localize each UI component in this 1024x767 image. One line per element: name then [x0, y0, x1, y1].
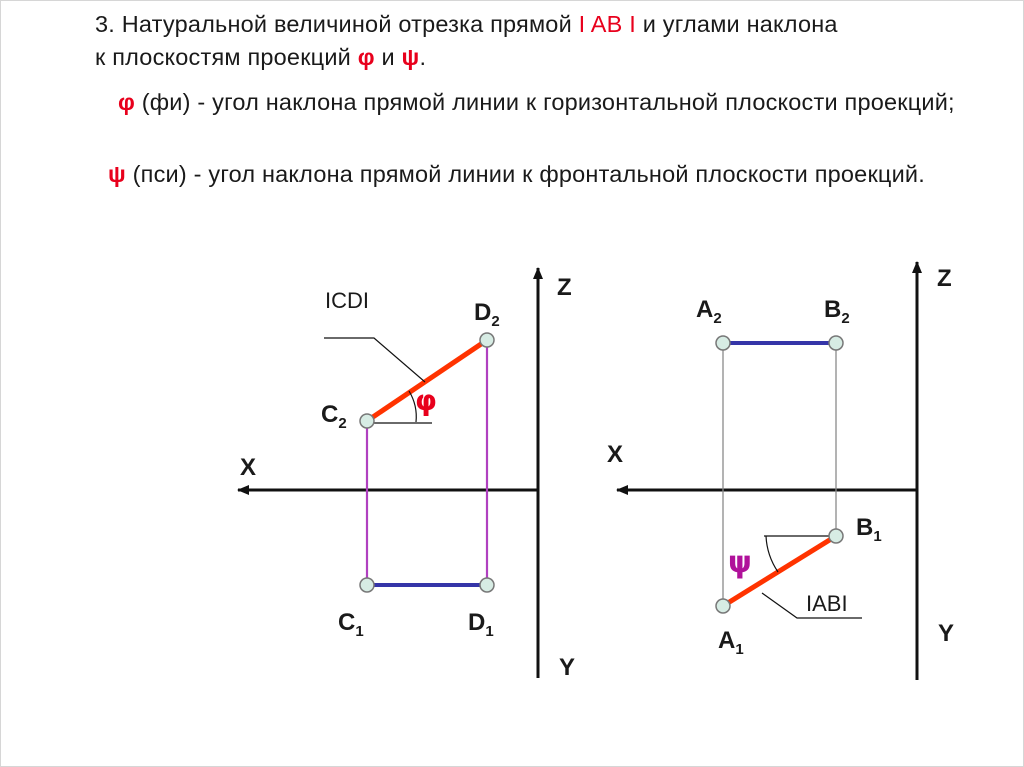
label-b1: $B_1$ [856, 514, 882, 545]
heading-part1: 3. Натуральной величиной отрезка прямой [95, 11, 579, 37]
point-b1 [829, 529, 843, 543]
point-b2 [829, 336, 843, 350]
label-c2: $C_2$ [321, 401, 347, 432]
label-d2: $D_2$ [474, 299, 500, 330]
phi-angle-label: φ [415, 384, 437, 417]
label-b2: $B_2$ [824, 296, 850, 327]
right-x-label: X [607, 441, 624, 468]
heading-psi: ψ [401, 44, 420, 70]
point-c1 [360, 578, 374, 592]
heading-dot: . [419, 44, 427, 70]
heading-phi: φ [357, 44, 375, 70]
heading-line2: к плоскостям проекций [95, 44, 358, 70]
right-z-label: Z [937, 265, 952, 292]
label-a1: $A_1$ [718, 627, 744, 658]
heading-ab: I AB I [578, 11, 637, 37]
label-c1: $C_1$ [338, 609, 364, 640]
label-d1: $D_1$ [468, 609, 494, 640]
def-phi-symbol: φ [118, 89, 136, 115]
psi-arc [766, 536, 778, 572]
point-c2 [360, 414, 374, 428]
left-z-label: Z [557, 274, 572, 301]
left-diagram [238, 268, 575, 681]
iabi-label: IABI [806, 591, 848, 616]
point-a2 [716, 336, 730, 350]
left-y-label: Y [559, 654, 576, 681]
def-psi-symbol: ψ [108, 161, 126, 187]
right-y-label: Y [938, 620, 955, 647]
point-d2 [480, 333, 494, 347]
psi-angle-label: ψ [728, 545, 752, 580]
left-x-label: X [240, 454, 257, 481]
right-diagram [607, 262, 954, 680]
point-d1 [480, 578, 494, 592]
icdi-leader [324, 338, 425, 382]
heading-and: и [374, 44, 402, 70]
point-a1 [716, 599, 730, 613]
def-psi-text: (пси) - угол наклона прямой линии к фронтальной плоскости проекций. [125, 161, 925, 187]
label-a2: $A_2$ [696, 296, 722, 327]
heading-part2: и углами наклона [636, 11, 838, 37]
def-phi-text: (фи) - угол наклона прямой линии к горизонтальной плоскости проекций; [135, 89, 955, 115]
icdi-label: ICDI [325, 288, 369, 313]
